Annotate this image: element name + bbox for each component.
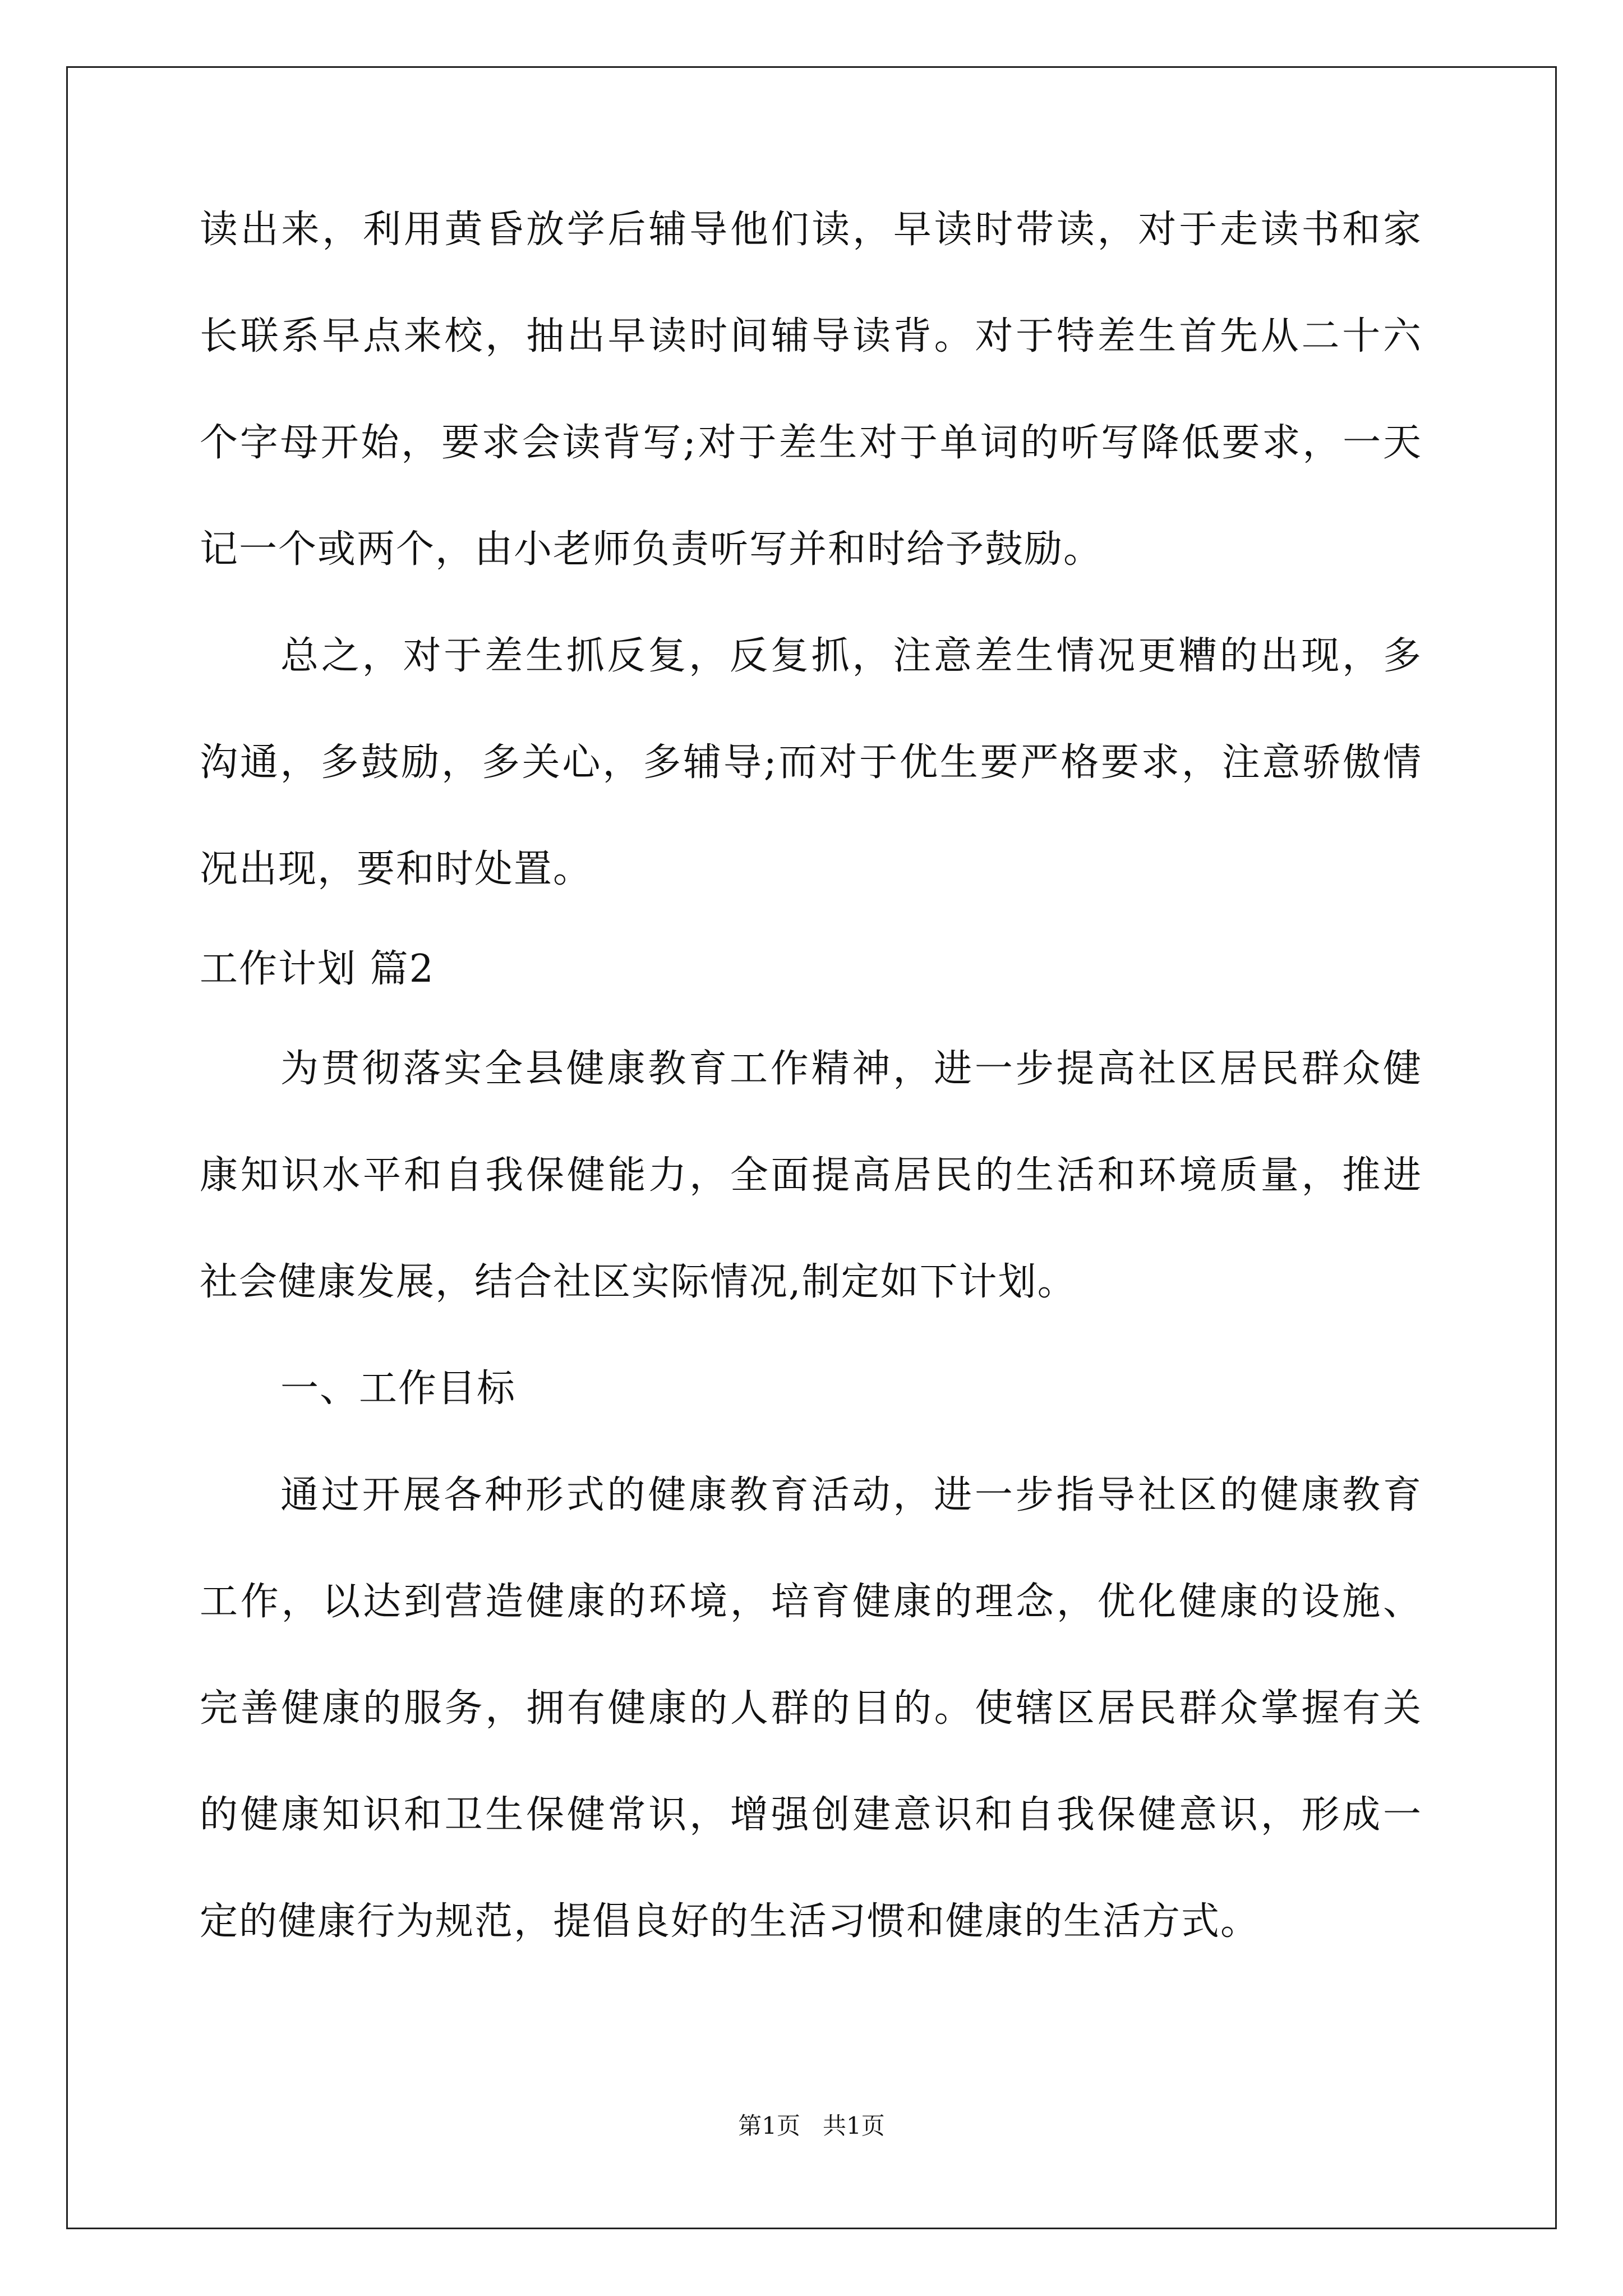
text-line: 完善健康的服务，拥有健康的人群的目的。使辖区居民群众掌握有关 bbox=[200, 1686, 1422, 1731]
page-footer: 第1页 共1页 bbox=[738, 2112, 885, 2139]
text-line: 工作，以达到营造健康的环境，培育健康的理念，优化健康的设施、 bbox=[200, 1580, 1422, 1624]
text-line: 的健康知识和卫生保健常识，增强创建意识和自我保健意识，形成一 bbox=[200, 1793, 1422, 1837]
text-line: 记一个或两个，由小老师负责听写并和时给予鼓励。 bbox=[200, 527, 1103, 572]
text-line: 长联系早点来校，抽出早读时间辅导读背。对于特差生首先从二十六 bbox=[200, 314, 1422, 358]
subsection-heading: 一、工作目标 bbox=[280, 1366, 517, 1411]
text-line: 总之，对于差生抓反复，反复抓，注意差生情况更糟的出现，多 bbox=[280, 634, 1422, 678]
text-line: 个字母开始，要求会读背写;对于差生对于单词的听写降低要求，一天 bbox=[200, 421, 1422, 465]
text-line: 社会健康发展，结合社区实际情况,制定如下计划。 bbox=[200, 1260, 1077, 1304]
text-line: 沟通，多鼓励，多关心，多辅导;而对于优生要严格要求，注意骄傲情 bbox=[200, 740, 1422, 785]
text-line: 通过开展各种形式的健康教育活动，进一步指导社区的健康教育 bbox=[280, 1473, 1422, 1517]
text-line: 定的健康行为规范，提倡良好的生活习惯和健康的生活方式。 bbox=[200, 1899, 1260, 1944]
section-heading: 工作计划 篇2 bbox=[200, 947, 435, 991]
text-line: 为贯彻落实全县健康教育工作精神，进一步提高社区居民群众健 bbox=[280, 1047, 1422, 1091]
text-line: 读出来，利用黄昏放学后辅导他们读，早读时带读，对于走读书和家 bbox=[200, 208, 1422, 252]
text-line: 况出现，要和时处置。 bbox=[200, 847, 593, 891]
text-line: 康知识水平和自我保健能力，全面提高居民的生活和环境质量，推进 bbox=[200, 1153, 1422, 1198]
